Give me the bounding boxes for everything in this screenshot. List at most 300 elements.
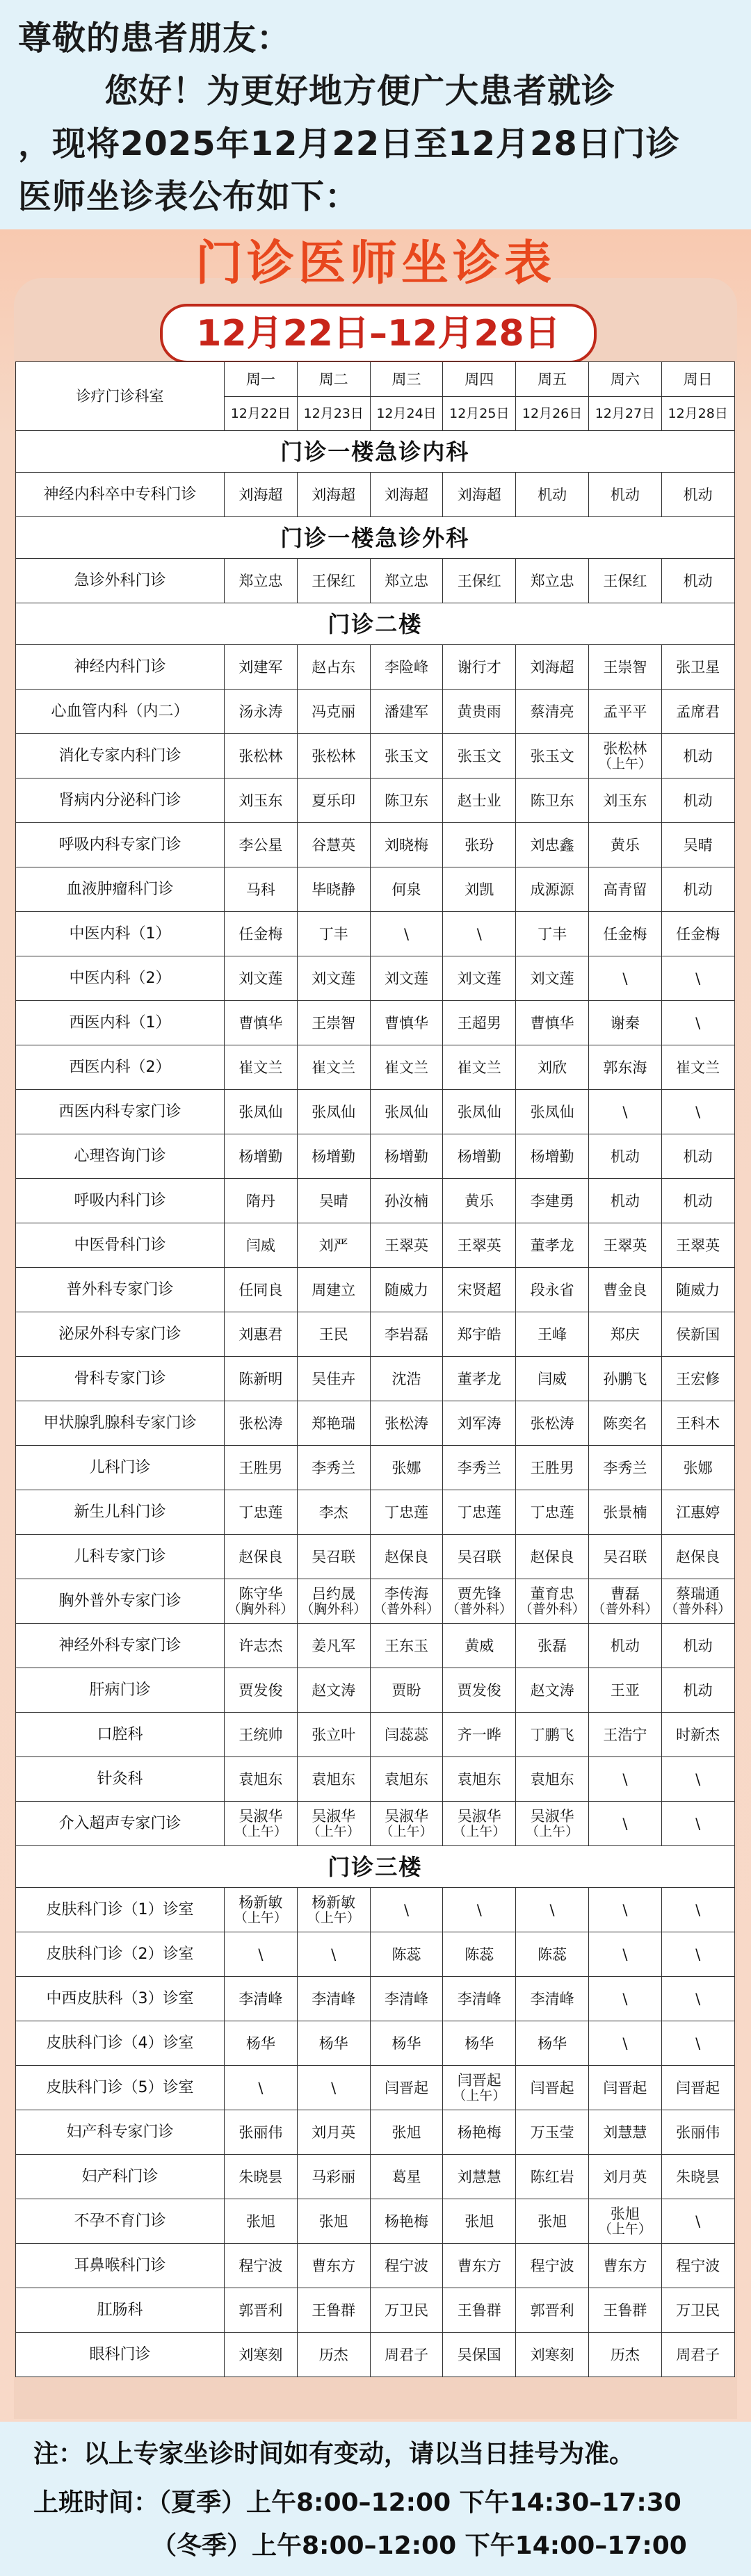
- doctor-cell: 张卫星: [661, 645, 734, 690]
- table-row: [16, 1624, 735, 1668]
- doctor-cell: 王鲁群: [588, 2288, 661, 2333]
- doctor-cell: 李秀兰: [297, 1446, 370, 1490]
- dept-cell: 西医内科（2）: [16, 1045, 225, 1090]
- doctor-cell: 曹慎华: [225, 1001, 298, 1045]
- doctor-cell: 张玉文: [443, 734, 516, 778]
- table-row: [16, 1668, 735, 1713]
- table-row: [16, 734, 735, 778]
- doctor-cell: 李清峰: [443, 1977, 516, 2021]
- doctor-cell: 郑立忠: [370, 559, 443, 603]
- doctor-cell: 王统帅: [225, 1713, 298, 1757]
- doctor-cell: 吴佳卉: [297, 1357, 370, 1401]
- doctor-note: （上午）: [453, 2087, 506, 2103]
- doctor-name: 贾先锋: [457, 1585, 501, 1602]
- dept-cell: 皮肤科门诊（5）诊室: [16, 2066, 225, 2110]
- doctor-cell: \: [661, 1757, 734, 1802]
- doctor-name: 闫晋起: [457, 2071, 501, 2089]
- doctor-cell: 赵占东: [297, 645, 370, 690]
- doctor-cell: 机动: [588, 1624, 661, 1668]
- doctor-cell: 郑艳瑞: [297, 1401, 370, 1446]
- table-row: [16, 473, 735, 517]
- doctor-cell: \: [297, 1932, 370, 1977]
- doctor-cell: 董孝龙: [443, 1357, 516, 1401]
- doctor-cell: 王浩宁: [588, 1713, 661, 1757]
- doctor-cell: 程宁波: [225, 2244, 298, 2288]
- doctor-cell: 机动: [588, 1134, 661, 1179]
- table-row: [16, 1357, 735, 1401]
- dept-cell: 心理咨询门诊: [16, 1134, 225, 1179]
- greeting: 尊敬的患者朋友：: [18, 19, 291, 58]
- hours-summer: 上班时间：（夏季）上午8:00–12:00 下午14:30–17:30: [33, 2488, 681, 2517]
- doctor-cell: 张旭: [225, 2199, 298, 2244]
- doctor-cell: [225, 1802, 298, 1846]
- doctor-cell: 张娜: [370, 1446, 443, 1490]
- table-row: [16, 1932, 735, 1977]
- doctor-cell: 闫晋起: [516, 2066, 589, 2110]
- doctor-cell: 陈新明: [225, 1357, 298, 1401]
- doctor-cell: 丁忠莲: [225, 1490, 298, 1535]
- doctor-cell: \: [661, 1802, 734, 1846]
- doctor-cell: [225, 1888, 298, 1932]
- doctor-cell: 程宁波: [370, 2244, 443, 2288]
- doctor-cell: 丁丰: [297, 912, 370, 956]
- doctor-cell: 李清峰: [297, 1977, 370, 2021]
- doctor-cell: 曹东方: [588, 2244, 661, 2288]
- doctor-cell: \: [516, 1888, 589, 1932]
- doctor-name: 吴淑华: [384, 1807, 428, 1825]
- doctor-cell: 张凤仙: [297, 1090, 370, 1134]
- doctor-name: 陈守华: [239, 1585, 283, 1602]
- weekday-header: 周二: [297, 362, 370, 397]
- doctor-note: （上午）: [307, 1823, 360, 1839]
- doctor-cell: 张丽伟: [661, 2110, 734, 2155]
- doctor-note: （上午）: [307, 1909, 360, 1925]
- doctor-name: 张旭: [610, 2205, 640, 2222]
- doctor-cell: 机动: [661, 1668, 734, 1713]
- table-row: [16, 1977, 735, 2021]
- schedule-table-wrap: [15, 361, 734, 2377]
- table-row: [16, 778, 735, 823]
- doctor-note: （上午）: [598, 756, 652, 772]
- dept-cell: 肛肠科: [16, 2288, 225, 2333]
- doctor-cell: 机动: [661, 473, 734, 517]
- doctor-cell: 张松林: [297, 734, 370, 778]
- doctor-cell: 机动: [661, 1624, 734, 1668]
- weekday-header: 周五: [516, 362, 589, 397]
- table-row: [16, 912, 735, 956]
- doctor-cell: 郭晋利: [225, 2288, 298, 2333]
- dept-cell: 中医内科（1）: [16, 912, 225, 956]
- date-range-pill: [160, 304, 597, 364]
- doctor-cell: 陈奕名: [588, 1401, 661, 1446]
- doctor-cell: 王鲁群: [443, 2288, 516, 2333]
- doctor-cell: 孙汝楠: [370, 1179, 443, 1223]
- doctor-cell: 赵文涛: [297, 1668, 370, 1713]
- doctor-cell: \: [588, 956, 661, 1001]
- doctor-cell: 齐一晔: [443, 1713, 516, 1757]
- dept-cell: 西医内科（1）: [16, 1001, 225, 1045]
- table-row: [16, 1090, 735, 1134]
- doctor-cell: \: [370, 912, 443, 956]
- doctor-cell: 杨艳梅: [370, 2199, 443, 2244]
- doctor-cell: \: [443, 912, 516, 956]
- schedule-change-note: 注：以上专家坐诊时间如有变动，请以当日挂号为准。: [33, 2440, 635, 2468]
- doctor-cell: 吴召联: [443, 1535, 516, 1579]
- date-header: 12月22日: [225, 397, 298, 431]
- doctor-cell: [516, 1579, 589, 1624]
- doctor-cell: 马彩丽: [297, 2155, 370, 2199]
- doctor-cell: 丁忠莲: [516, 1490, 589, 1535]
- table-row: [16, 956, 735, 1001]
- dept-cell: 泌尿外科专家门诊: [16, 1312, 225, 1357]
- doctor-cell: [370, 1802, 443, 1846]
- doctor-cell: 张旭: [516, 2199, 589, 2244]
- doctor-cell: 张玉文: [370, 734, 443, 778]
- doctor-cell: \: [588, 2021, 661, 2066]
- doctor-cell: 贾盼: [370, 1668, 443, 1713]
- doctor-note: （胸外科）: [227, 1601, 294, 1617]
- table-row: [16, 1535, 735, 1579]
- dept-cell: 儿科专家门诊: [16, 1535, 225, 1579]
- doctor-cell: 刘玉东: [588, 778, 661, 823]
- date-header: 12月23日: [297, 397, 370, 431]
- dept-cell: 消化专家内科门诊: [16, 734, 225, 778]
- doctor-cell: 杨华: [443, 2021, 516, 2066]
- doctor-cell: 杨华: [370, 2021, 443, 2066]
- table-row: [16, 1446, 735, 1490]
- table-row: [16, 1888, 735, 1932]
- doctor-cell: [443, 1579, 516, 1624]
- table-row: [16, 2244, 735, 2288]
- doctor-cell: 闫晋起: [588, 2066, 661, 2110]
- doctor-cell: 历杰: [297, 2333, 370, 2377]
- doctor-cell: 郭晋利: [516, 2288, 589, 2333]
- doctor-cell: 闫蕊蕊: [370, 1713, 443, 1757]
- doctor-cell: 王保红: [297, 559, 370, 603]
- doctor-cell: 机动: [661, 1179, 734, 1223]
- doctor-cell: 丁忠莲: [370, 1490, 443, 1535]
- doctor-cell: 王保红: [588, 559, 661, 603]
- doctor-cell: 刘寒刻: [516, 2333, 589, 2377]
- doctor-cell: 李险峰: [370, 645, 443, 690]
- doctor-cell: 刘军涛: [443, 1401, 516, 1446]
- header-weekday-row: [16, 362, 735, 397]
- doctor-cell: 黄贵雨: [443, 690, 516, 734]
- doctor-cell: 崔文兰: [443, 1045, 516, 1090]
- doctor-cell: 张立叶: [297, 1713, 370, 1757]
- doctor-cell: 杨艳梅: [443, 2110, 516, 2155]
- doctor-cell: 何泉: [370, 867, 443, 912]
- doctor-cell: 李建勇: [516, 1179, 589, 1223]
- doctor-cell: 杨增勤: [225, 1134, 298, 1179]
- doctor-cell: 李岩磊: [370, 1312, 443, 1357]
- doctor-cell: 宋贤超: [443, 1268, 516, 1312]
- doctor-cell: 机动: [661, 559, 734, 603]
- doctor-cell: 机动: [661, 734, 734, 778]
- doctor-cell: 崔文兰: [661, 1045, 734, 1090]
- doctor-cell: 孟平平: [588, 690, 661, 734]
- doctor-cell: 刘海超: [516, 645, 589, 690]
- doctor-cell: 毕晓静: [297, 867, 370, 912]
- table-row: [16, 2021, 735, 2066]
- doctor-cell: 陈卫东: [370, 778, 443, 823]
- doctor-cell: 赵保良: [661, 1535, 734, 1579]
- doctor-cell: 袁旭东: [516, 1757, 589, 1802]
- doctor-cell: 赵保良: [225, 1535, 298, 1579]
- doctor-cell: \: [588, 1802, 661, 1846]
- doctor-cell: 杨华: [516, 2021, 589, 2066]
- doctor-cell: 曹金良: [588, 1268, 661, 1312]
- date-header: 12月28日: [661, 397, 734, 431]
- doctor-cell: 历杰: [588, 2333, 661, 2377]
- date-header: 12月26日: [516, 397, 589, 431]
- doctor-cell: 丁鹏飞: [516, 1713, 589, 1757]
- table-row: [16, 2333, 735, 2377]
- doctor-cell: 葛星: [370, 2155, 443, 2199]
- doctor-cell: 刘凯: [443, 867, 516, 912]
- doctor-cell: 王超男: [443, 1001, 516, 1045]
- doctor-cell: 马科: [225, 867, 298, 912]
- table-row: [16, 1179, 735, 1223]
- dept-cell: 不孕不育门诊: [16, 2199, 225, 2244]
- doctor-cell: [443, 2066, 516, 2110]
- intro-notice: [0, 0, 751, 229]
- doctor-name: 杨新敏: [239, 1893, 283, 1911]
- doctor-cell: 吴保国: [443, 2333, 516, 2377]
- doctor-cell: 王亚: [588, 1668, 661, 1713]
- dept-cell: 中医骨科门诊: [16, 1223, 225, 1268]
- section-title: 门诊二楼: [16, 603, 735, 645]
- doctor-cell: 李秀兰: [588, 1446, 661, 1490]
- doctor-cell: 孙鹏飞: [588, 1357, 661, 1401]
- dept-cell: 介入超声专家门诊: [16, 1802, 225, 1846]
- doctor-name: 吴淑华: [457, 1807, 501, 1825]
- doctor-cell: 袁旭东: [370, 1757, 443, 1802]
- doctor-cell: \: [661, 1090, 734, 1134]
- doctor-cell: 刘海超: [297, 473, 370, 517]
- doctor-cell: \: [588, 1932, 661, 1977]
- table-row: [16, 823, 735, 867]
- dept-cell: 中医内科（2）: [16, 956, 225, 1001]
- doctor-cell: 王保红: [443, 559, 516, 603]
- doctor-cell: 王翠英: [661, 1223, 734, 1268]
- date-range: 12月22日–12月28日: [196, 313, 560, 354]
- doctor-cell: 吴晴: [661, 823, 734, 867]
- dept-cell: 妇产科门诊: [16, 2155, 225, 2199]
- table-row: [16, 1579, 735, 1624]
- section-row: [16, 603, 735, 645]
- doctor-cell: \: [661, 1977, 734, 2021]
- table-row: [16, 645, 735, 690]
- doctor-cell: \: [443, 1888, 516, 1932]
- table-row: [16, 2155, 735, 2199]
- doctor-cell: 机动: [661, 1134, 734, 1179]
- doctor-cell: 曹东方: [443, 2244, 516, 2288]
- doctor-cell: 贾发俊: [443, 1668, 516, 1713]
- doctor-cell: 郑立忠: [225, 559, 298, 603]
- doctor-cell: 丁丰: [516, 912, 589, 956]
- dept-cell: 西医内科专家门诊: [16, 1090, 225, 1134]
- table-row: [16, 1268, 735, 1312]
- doctor-name: 吕约晟: [312, 1585, 356, 1602]
- doctor-cell: 杨增勤: [443, 1134, 516, 1179]
- doctor-cell: 刘文莲: [370, 956, 443, 1001]
- doctor-cell: 刘文莲: [443, 956, 516, 1001]
- doctor-cell: 周建立: [297, 1268, 370, 1312]
- doctor-cell: 李秀兰: [443, 1446, 516, 1490]
- doctor-cell: 王崇智: [297, 1001, 370, 1045]
- doctor-cell: 汤永涛: [225, 690, 298, 734]
- doctor-cell: 张磊: [516, 1624, 589, 1668]
- doctor-cell: 吴召联: [297, 1535, 370, 1579]
- doctor-note: （上午）: [380, 1823, 433, 1839]
- doctor-cell: 刘海超: [443, 473, 516, 517]
- doctor-cell: 闫威: [516, 1357, 589, 1401]
- doctor-cell: 杨增勤: [297, 1134, 370, 1179]
- doctor-cell: 机动: [516, 473, 589, 517]
- doctor-cell: \: [661, 2021, 734, 2066]
- doctor-cell: 王崇智: [588, 645, 661, 690]
- doctor-name: 吴淑华: [239, 1807, 283, 1825]
- doctor-name: 曹磊: [610, 1585, 640, 1602]
- doctor-cell: [225, 1579, 298, 1624]
- doctor-cell: 董孝龙: [516, 1223, 589, 1268]
- hours-winter: （冬季）上午8:00–12:00 下午14:00–17:00: [152, 2532, 687, 2560]
- dept-cell: 肝病门诊: [16, 1668, 225, 1713]
- weekday-header: 周四: [443, 362, 516, 397]
- doctor-cell: 刘欣: [516, 1045, 589, 1090]
- doctor-name: 吴淑华: [312, 1807, 356, 1825]
- dept-cell: 皮肤科门诊（4）诊室: [16, 2021, 225, 2066]
- doctor-cell: 陈蕊: [443, 1932, 516, 1977]
- doctor-cell: 王胜男: [516, 1446, 589, 1490]
- doctor-note: （普外科）: [592, 1601, 659, 1617]
- doctor-cell: 王宏修: [661, 1357, 734, 1401]
- doctor-cell: 任金梅: [225, 912, 298, 956]
- dept-cell: 胸外普外专家门诊: [16, 1579, 225, 1624]
- doctor-cell: 段永省: [516, 1268, 589, 1312]
- doctor-cell: 万卫民: [370, 2288, 443, 2333]
- doctor-cell: 刘月英: [588, 2155, 661, 2199]
- doctor-cell: 孟席君: [661, 690, 734, 734]
- doctor-cell: 张松涛: [370, 1401, 443, 1446]
- dept-cell: 皮肤科门诊（1）诊室: [16, 1888, 225, 1932]
- dept-cell: 呼吸内科门诊: [16, 1179, 225, 1223]
- doctor-cell: 王峰: [516, 1312, 589, 1357]
- doctor-cell: 谢秦: [588, 1001, 661, 1045]
- doctor-cell: 刘寒刻: [225, 2333, 298, 2377]
- doctor-cell: \: [588, 1888, 661, 1932]
- section-row: [16, 517, 735, 559]
- doctor-cell: 闫晋起: [661, 2066, 734, 2110]
- doctor-cell: 周君子: [661, 2333, 734, 2377]
- table-row: [16, 690, 735, 734]
- doctor-cell: 万玉莹: [516, 2110, 589, 2155]
- doctor-cell: 李清峰: [370, 1977, 443, 2021]
- doctor-cell: [588, 734, 661, 778]
- dept-cell: 新生儿科门诊: [16, 1490, 225, 1535]
- dept-cell: 呼吸内科专家门诊: [16, 823, 225, 867]
- doctor-cell: 任同良: [225, 1268, 298, 1312]
- doctor-cell: 夏乐印: [297, 778, 370, 823]
- doctor-cell: 曹慎华: [370, 1001, 443, 1045]
- doctor-cell: 杨增勤: [516, 1134, 589, 1179]
- doctor-cell: 刘惠君: [225, 1312, 298, 1357]
- doctor-note: （上午）: [598, 2221, 652, 2237]
- doctor-cell: 赵保良: [516, 1535, 589, 1579]
- doctor-cell: 刘建军: [225, 645, 298, 690]
- dept-cell: 针灸科: [16, 1757, 225, 1802]
- doctor-name: 杨新敏: [312, 1893, 356, 1911]
- doctor-cell: 黄乐: [588, 823, 661, 867]
- doctor-cell: \: [661, 1001, 734, 1045]
- dept-cell: 皮肤科门诊（2）诊室: [16, 1932, 225, 1977]
- date-header: 12月25日: [443, 397, 516, 431]
- dept-cell: 耳鼻喉科门诊: [16, 2244, 225, 2288]
- doctor-cell: 谢行才: [443, 645, 516, 690]
- doctor-cell: 高青留: [588, 867, 661, 912]
- doctor-note: （上午）: [234, 1909, 287, 1925]
- doctor-note: （上午）: [453, 1823, 506, 1839]
- table-row: [16, 2110, 735, 2155]
- doctor-cell: 程宁波: [516, 2244, 589, 2288]
- footer-notes: [0, 2422, 751, 2576]
- dept-cell: 肾病内分泌科门诊: [16, 778, 225, 823]
- doctor-cell: 崔文兰: [297, 1045, 370, 1090]
- doctor-cell: 郭东海: [588, 1045, 661, 1090]
- doctor-name: 董育忠: [530, 1585, 574, 1602]
- doctor-note: （普外科）: [446, 1601, 512, 1617]
- doctor-cell: 刘慧慧: [443, 2155, 516, 2199]
- dept-cell: 心血管内科（内二）: [16, 690, 225, 734]
- weekday-header: 周一: [225, 362, 298, 397]
- doctor-cell: 机动: [661, 778, 734, 823]
- table-row: [16, 1802, 735, 1846]
- doctor-cell: 郑立忠: [516, 559, 589, 603]
- doctor-cell: \: [661, 1932, 734, 1977]
- doctor-cell: 江惠婷: [661, 1490, 734, 1535]
- doctor-cell: 王翠英: [443, 1223, 516, 1268]
- doctor-cell: 张玢: [443, 823, 516, 867]
- doctor-cell: 张丽伟: [225, 2110, 298, 2155]
- doctor-cell: 吴晴: [297, 1179, 370, 1223]
- section-title: 门诊三楼: [16, 1846, 735, 1888]
- doctor-cell: 崔文兰: [370, 1045, 443, 1090]
- doctor-cell: 张凤仙: [443, 1090, 516, 1134]
- doctor-cell: 任金梅: [588, 912, 661, 956]
- doctor-cell: 朱晓昙: [225, 2155, 298, 2199]
- doctor-cell: 张凤仙: [225, 1090, 298, 1134]
- doctor-cell: \: [370, 1888, 443, 1932]
- dept-cell: 甲状腺乳腺科专家门诊: [16, 1401, 225, 1446]
- doctor-cell: 袁旭东: [443, 1757, 516, 1802]
- table-row: [16, 2066, 735, 2110]
- doctor-cell: 刘文莲: [225, 956, 298, 1001]
- dept-cell: 神经内科门诊: [16, 645, 225, 690]
- doctor-cell: 陈红岩: [516, 2155, 589, 2199]
- doctor-cell: 崔文兰: [225, 1045, 298, 1090]
- doctor-cell: 陈卫东: [516, 778, 589, 823]
- dept-cell: 口腔科: [16, 1713, 225, 1757]
- doctor-cell: 张旭: [297, 2199, 370, 2244]
- doctor-cell: 刘玉东: [225, 778, 298, 823]
- doctor-cell: 万卫民: [661, 2288, 734, 2333]
- doctor-cell: 王翠英: [588, 1223, 661, 1268]
- doctor-name: 吴淑华: [530, 1807, 574, 1825]
- table-row: [16, 1401, 735, 1446]
- doctor-cell: 蔡清亮: [516, 690, 589, 734]
- doctor-name: 蔡瑞通: [676, 1585, 720, 1602]
